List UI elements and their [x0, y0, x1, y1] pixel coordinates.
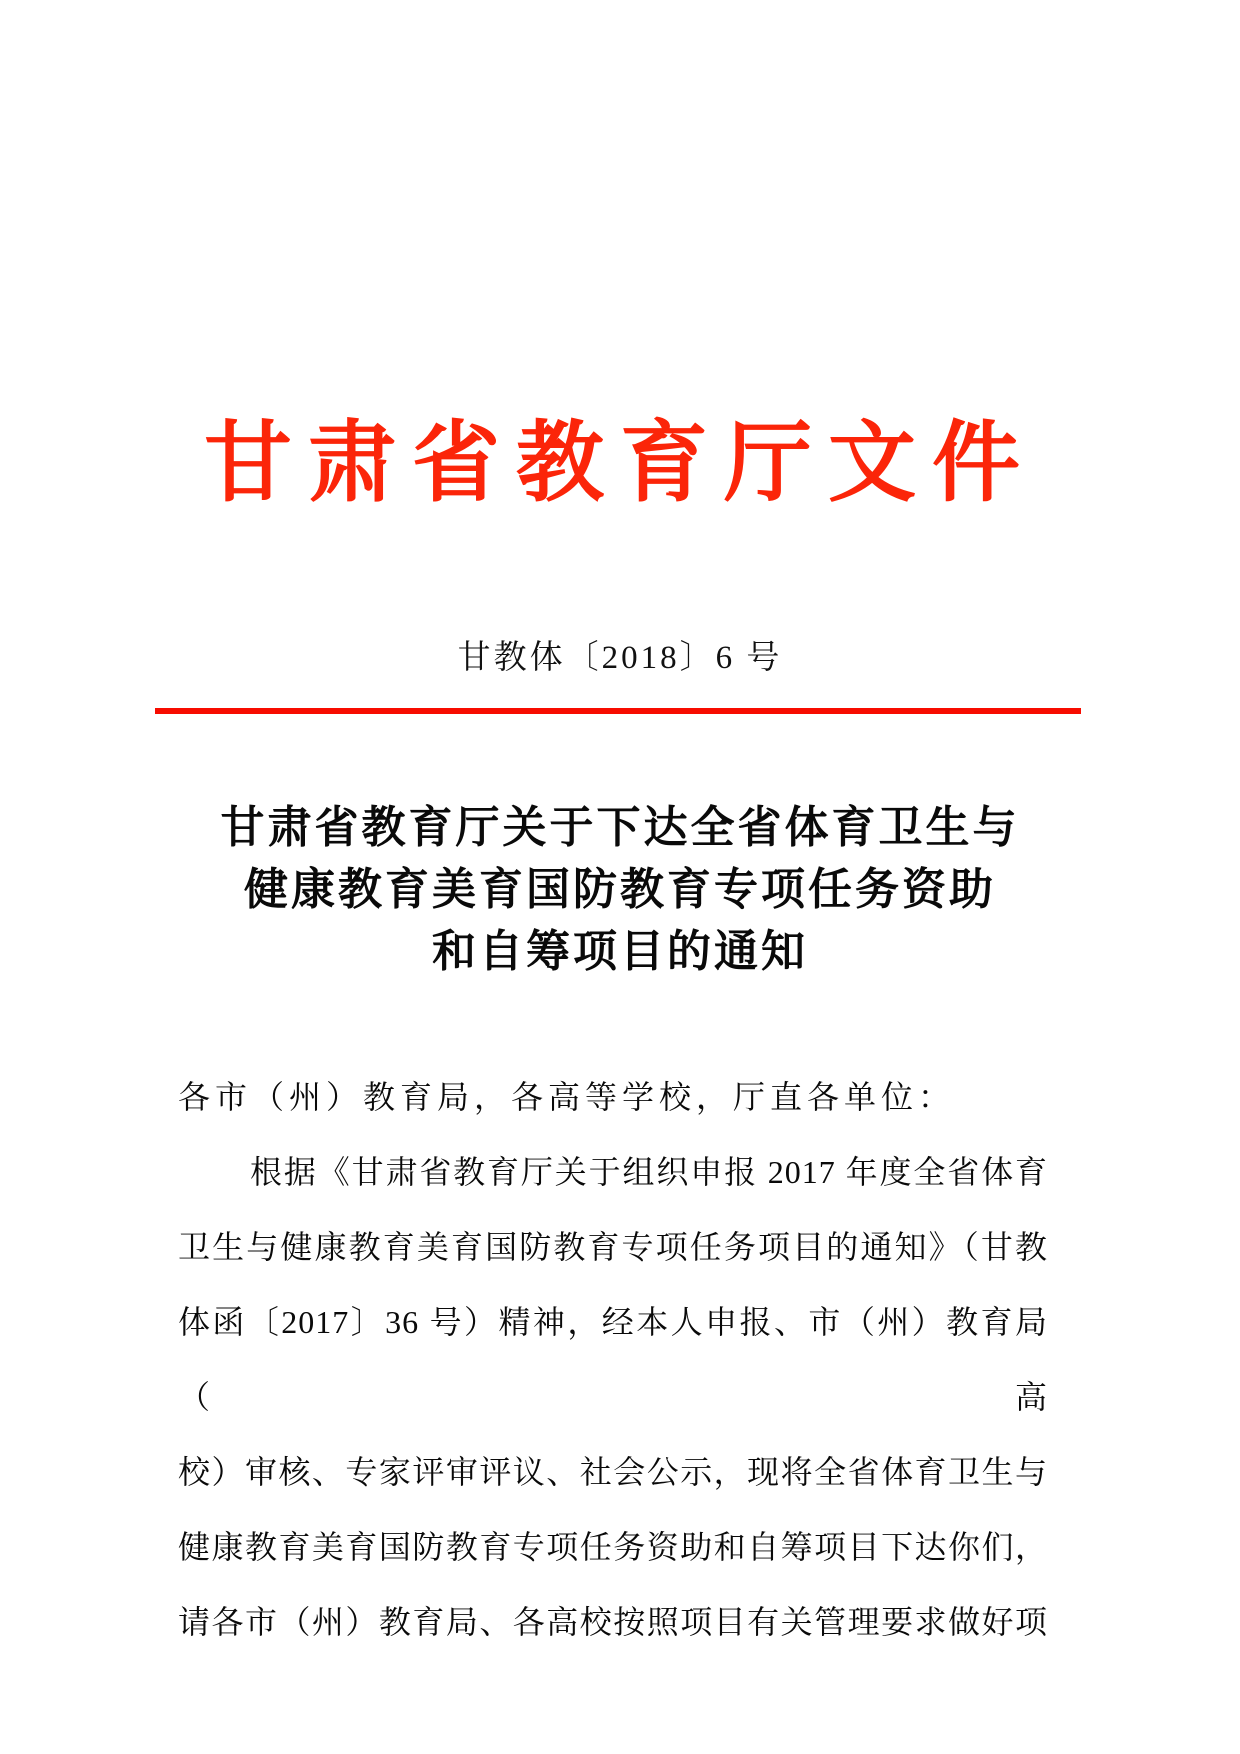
agency-header-title: 甘肃省教育厅文件 [203, 416, 1036, 513]
document-title-line-1: 甘肃省教育厅关于下达全省体育卫生与 [220, 803, 1020, 852]
paragraph-line-3: 体函〔2017〕36 号）精神，经本人申报、市（州）教育局（高 [178, 1304, 1048, 1415]
document-number: 甘教体〔2018〕6 号 [457, 640, 783, 676]
salutation-line: 各市（州）教育局，各高等学校，厅直各单位： [178, 1079, 956, 1115]
document-title-line-3: 和自筹项目的通知 [432, 927, 808, 976]
paragraph-line-5: 健康教育美育国防教育专项任务资助和自筹项目下达你们， [178, 1529, 1048, 1565]
paragraph-line-4: 校）审核、专家评审评议、社会公示，现将全省体育卫生与 [178, 1454, 1048, 1490]
paragraph-line-6: 请各市（州）教育局、各高校按照项目有关管理要求做好项 [178, 1604, 1048, 1640]
red-divider-line [155, 708, 1081, 714]
document-title-line-2: 健康教育美育国防教育专项任务资助 [244, 865, 996, 914]
paragraph-line-1: 根据《甘肃省教育厅关于组织申报 2017 年度全省体育 [250, 1154, 1048, 1190]
paragraph-line-2: 卫生与健康教育美育国防教育专项任务项目的通知》（甘教 [178, 1229, 1048, 1265]
document-body [178, 1060, 1048, 1660]
document-title [0, 797, 1240, 983]
